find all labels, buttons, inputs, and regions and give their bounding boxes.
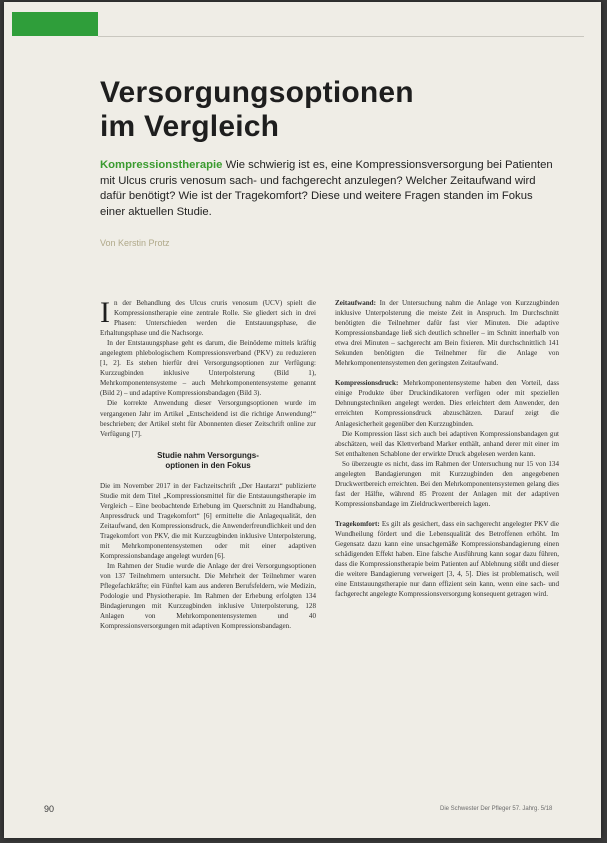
paragraph [100, 298, 316, 338]
left-column [100, 298, 316, 631]
paragraph: So überzeugte es nicht, dass im Rahmen der Untersuchung nur 15 von 134 angelegten Bandagierungen mit Kurzzugbinden den angegebenen Druckwertbereich erreichten. Bei den Mehrkomponentensystemen gelang dies fast der Hälfte, während 85 Prozent der Anlagen mit der adaptiven Kompressionsbandage im Zieldruckwertbereich lagen. [335, 459, 559, 508]
magazine-page [4, 2, 601, 838]
paragraph-text: n der Behandlung des Ulcus cruris venosum (UCV) spielt die Kompressionstherapie eine zentrale Rolle. Sie gliedert sich in drei Phasen: Unterschieden werden die Entstauungsphase, die Erhaltungsphase und die Nachsorge. [100, 299, 316, 338]
paragraph-text: Es gilt als gesichert, dass ein sachgerecht angelegter PKV die Wundheilung fördert und die Lebensqualität des Betroffenen erhöht. Im Gegensatz dazu kann eine unsachgemäße Kompressionsbandagierung einen schädigenden Effekt haben. Eine falsche Ausführung kann sogar dazu führen, dass die Kompressionstherapie beim Patienten auf Ablehnung stößt und dieser die weitere Bandagierung verweigert [3, 4, 5]. Dies ist problematisch, weil eine Entstauungstherapie nur dann effizient sein kann, wenn eine sach- und fachgerecht angelegte Kompressionsversorgung konsequent getragen wird. [335, 519, 559, 599]
right-column [335, 298, 559, 599]
title-line-1: Versorgungsoptionen [100, 76, 414, 109]
paragraph: Im Rahmen der Studie wurde die Anlage der drei Versorgungsoptionen von 137 Teilnehmern untersucht. Die Mehrheit der Teilnehmer waren Pflegefachkräfte; ein Fünftel kam aus anderen Berufsfeldern, wie Medizin, Podologie und Physiotherapie. Im Rahmen der Erhebung erfolgten 134 Bindagierungen mit Kurzzugbinden inklusive Unterpolsterung, 128 Anlagen von Mehrkomponentensystemen und 40 Kompressionsversorgungen mit adaptiven Kompressionsbandagen. [100, 562, 316, 631]
lead-text: Wie schwierig ist es, eine Kompressionsversorgung bei Patienten mit Ulcus cruris venosum sach- und fachgerecht anzulegen? Welcher Zeitaufwand wird dafür benötigt? Wie ist der Tragekomfort? Diese und weitere Fragen standen im Fokus einer aktuellen Studie. [100, 159, 553, 218]
section-color-tab [12, 12, 98, 36]
paragraph [335, 298, 559, 368]
paragraph [335, 519, 559, 599]
paragraph-label: Kompressionsdruck: [335, 379, 399, 388]
paragraph-text: In der Untersuchung nahm die Anlage von Kurzzugbinden inklusive Unterpolsterung die meiste Zeit in Anspruch. Im Durchschnitt benötigten die Teilnehmer dafür fast vier Minuten. Die adaptive Kompressionsbandage ließ sich deutlich schneller – im Schnitt innerhalb von etwa drei Minuten – sachgerecht am Bein fixieren. Mit durchschnittlich 141 Sekunden benötigten die Teilnehmer für die Anlage von Mehrkomponentensystemen den geringsten Zeitaufwand. [335, 299, 559, 368]
section-subheading [100, 451, 316, 471]
lead-label: Kompressionstherapie [100, 159, 223, 171]
subheading-line-2: optionen in den Fokus [165, 460, 251, 470]
title-line-2: im Vergleich [100, 110, 280, 143]
paragraph-text: Mehrkomponentensysteme haben den Vorteil, dass einige Produkte über Druckindikatoren verfügen oder mit speziellen Dehnungstechniken angelegt werden. Dies erleichtert dem Anwender, den erreichten Kompressionsdruck abzuschätzen. Darauf zeigt die Anlagesicherheit gegenüber den Kurzzugbinden. [335, 379, 559, 428]
paragraph-label: Tragekomfort: [335, 519, 380, 528]
header-rule [98, 36, 584, 37]
paragraph: Die korrekte Anwendung dieser Versorgungsoptionen wurde im vergangenen Jahr im Artikel „Entscheidend ist die richtige Anwendung!“ beschrieben; der Artikel steht für Abonnenten dieser Zeitschrift online zur Verfügung [7]. [100, 399, 316, 438]
paragraph [335, 378, 559, 428]
drop-cap: I [100, 296, 110, 329]
paragraph: Die im November 2017 in der Fachzeitschrift „Der Hautarzt“ publizierte Studie mit dem Titel „Kompressionsmittel für die Entstauungstherapie im Vergleich – Eine beobachtende Erhebung im Querschnitt zu Handhabung, Anpressdruck und Tragekomfort“ [6] ermittelte die Anlagequalität, den Zeitaufwand, den Kompressionsdruck, die Anwenderfreundlichkeit und den Tragekomfort von PKV, die mit Kurzzugbinden inklusive Unterpolsterung, mit Mehrkomponentensystemen oder mit einer adaptiven Kompressionsbandage angelegt wurden [6]. [100, 481, 316, 560]
journal-footer: Die Schwester Der Pfleger 57. Jahrg. 5/18 [440, 806, 553, 812]
article-title [100, 76, 540, 144]
paragraph: In der Entstauungsphase geht es darum, die Beinödeme mittels kräftig angelegtem phlebologischem Kompressionsverband (PKV) zu reduzieren [1, 2]. Es stehen hierfür drei Versorgungsoptionen zur Verfügung: Kurzzugbinden inklusive Unterpolsterung (Bild 1), Mehrkomponentensysteme – auch Mehrkomponentensysteme genannt (Bild 2) – und adaptive Kompressionsbandagen (Bild 3). [100, 339, 316, 398]
page-number: 90 [44, 804, 55, 814]
paragraph: Die Kompression lässt sich auch bei adaptiven Kompressionsbandagen gut abschätzen, weil das Klettverband Marker enthält, anhand derer mit einer im Set enthaltenen Schablone der erwirkte Druck abgelesen werden kann. [335, 429, 559, 458]
paragraph-label: Zeitaufwand: [335, 299, 376, 307]
subheading-line-1: Studie nahm Versorgungs- [157, 450, 259, 460]
article-lead [100, 158, 560, 220]
author-byline: Von Kerstin Protz [100, 238, 170, 248]
